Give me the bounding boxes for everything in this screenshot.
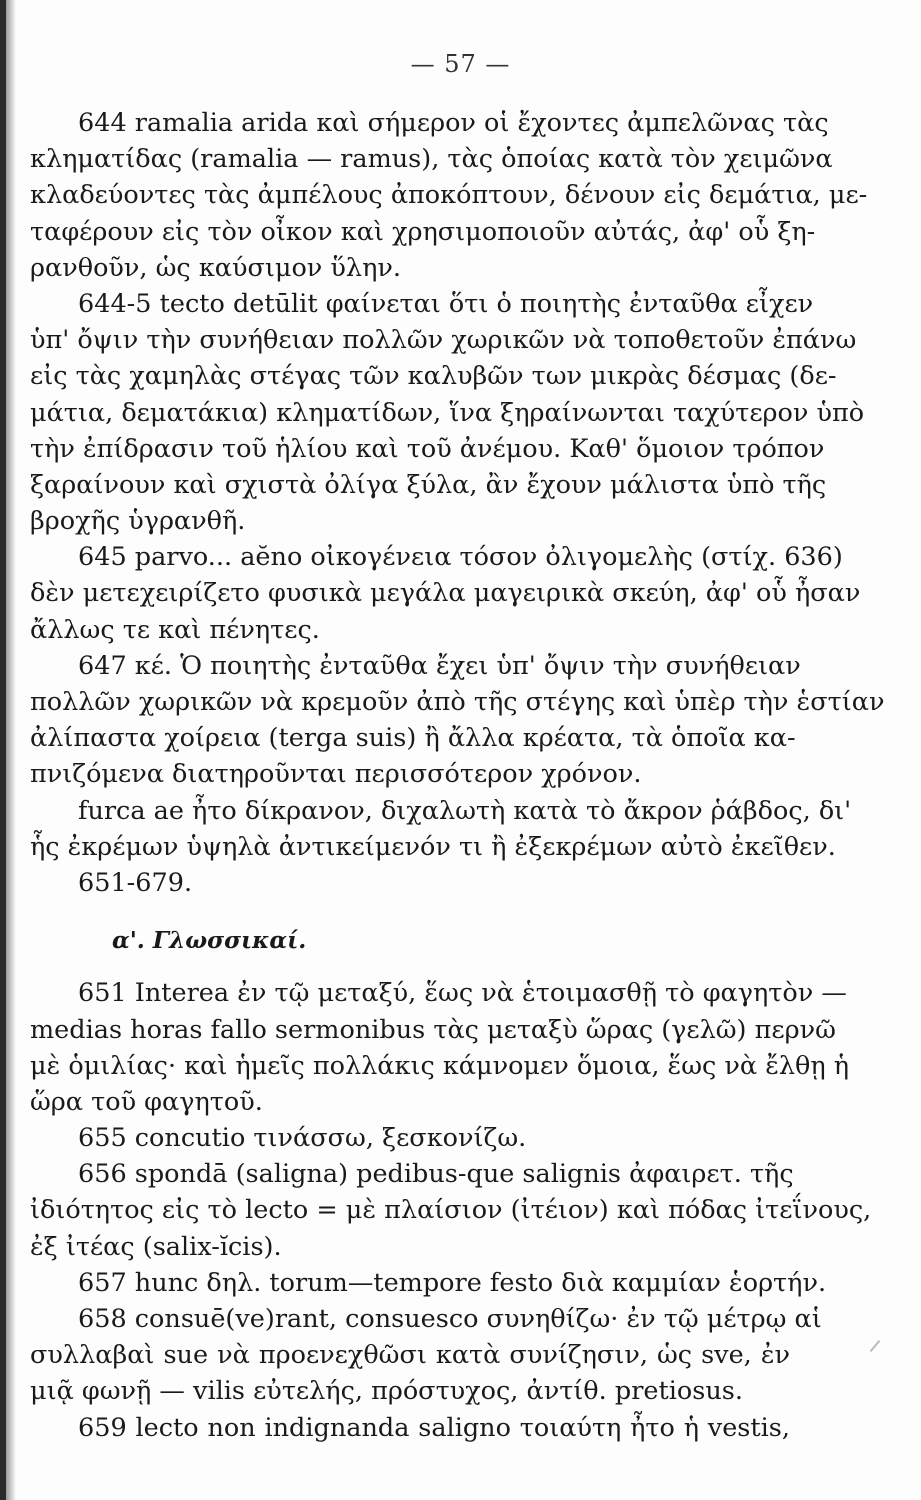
text-line: συλλαβαὶ sue νὰ προενεχθῶσι κατὰ συνίζησιν, ὡς sve, ἐν (30, 1340, 790, 1371)
text-line: 644 ramalia arida καὶ σήμερον οἱ ἔχοντες ἀμπελῶνας τὰς (78, 108, 829, 138)
text-line: ρανθοῦν, ὡς καύσιμον ὕλην. (30, 252, 401, 283)
text-line: 645 parvo... aĕno οἰκογένεια τόσον ὀλιγομελὴς (στίχ. 636) (78, 542, 843, 573)
text-line: ὥρα τοῦ φαγητοῦ. (30, 1086, 263, 1117)
text-line: ξαραίνουν καὶ σχιστὰ ὀλίγα ξύλα, ἂν ἔχουν μάλιστα ὑπὸ τῆς (30, 469, 827, 500)
text-line: κλαδεύοντες τὰς ἀμπέλους ἀποκόπτουν, δένουν εἰς δεμάτια, με- (30, 180, 868, 211)
text-line: βροχῆς ὑγρανθῆ. (30, 506, 246, 537)
text-line: δὲν μετεχειρίζετο φυσικὰ μεγάλα μαγειρικὰ σκεύη, ἀφ' οὗ ἦσαν (30, 578, 861, 609)
text-line: τὴν ἐπίδρασιν τοῦ ἡλίου καὶ τοῦ ἀνέμου. Καθ' ὅμοιον τρόπον (30, 433, 825, 464)
text-line: 656 spondā (saligna) pedibus-que salignis ἀφαιρετ. τῆς (78, 1159, 794, 1190)
text-line: μὲ ὁμιλίας· καὶ ἡμεῖς πολλάκις κάμνομεν ὅμοια, ἕως νὰ ἔλθῃ ἡ (30, 1050, 850, 1081)
text-line: ἐξ ἰτέας (salix-ĭcis). (30, 1231, 282, 1262)
text-line: κληματίδας (ramalia — ramus), τὰς ὁποίας κατὰ τὸν χειμῶνα (30, 144, 833, 175)
text-line: 644-5 tecto detūlit φαίνεται ὅτι ὁ ποιητὴς ἐνταῦθα εἶχεν (78, 288, 814, 319)
text-line: ἀλίπαστα χοίρεια (terga suis) ἢ ἄλλα κρέατα, τὰ ὁποῖα κα- (30, 723, 796, 754)
text-line: ἄλλως τε καὶ πένητες. (30, 614, 320, 645)
text-line: πολλῶν χωρικῶν νὰ κρεμοῦν ἀπὸ τῆς στέγης καὶ ὑπὲρ τὴν ἑστίαν (30, 687, 885, 717)
text-line: ὑπ' ὄψιν τὴν συνήθειαν πολλῶν χωρικῶν νὰ τοποθετοῦν ἐπάνω (30, 325, 857, 356)
text-line: 651-679. (78, 867, 193, 898)
text-line: furca ae ἦτο δίκρανον, διχαλωτὴ κατὰ τὸ ἄκρον ῥάβδος, δι' (78, 795, 852, 826)
text-line: 655 concutio τινάσσω, ξεσκονίζω. (78, 1123, 527, 1154)
text-line: 658 consuē(ve)rant, consuesco συνηθίζω· ἐν τῷ μέτρῳ αἱ (78, 1304, 822, 1334)
page-binding-shadow (6, 0, 16, 1500)
text-line: 651 Interea ἐν τῷ μεταξύ, ἕως νὰ ἑτοιμασθῇ τὸ φαγητὸν — (78, 978, 847, 1009)
text-line: μιᾷ φωνῇ — vilis εὐτελής, πρόστυχος, ἀντίθ. pretiosus. (30, 1376, 743, 1407)
commentary-notes-bottom (30, 975, 872, 1445)
section-heading: α'. Γλωσσικαί. (112, 927, 307, 955)
text-line: 657 hunc δηλ. torum—tempore festo διὰ καμμίαν ἑορτήν. (78, 1267, 827, 1298)
text-line: ταφέρουν εἰς τὸν οἶκον καὶ χρησιμοποιοῦν αὐτάς, ἀφ' οὗ ξη- (30, 216, 816, 247)
commentary-text (30, 105, 885, 1446)
commentary-notes-top (30, 105, 885, 901)
text-line: μάτια, δεματάκια) κληματίδων, ἵνα ξηραίνωνται ταχύτερον ὑπὸ (30, 397, 865, 428)
stray-pencil-mark (870, 1340, 881, 1352)
text-line: ἧς ἐκρέμων ὑψηλὰ ἀντικείμενόν τι ἢ ἐξεκρέμων αὐτὸ ἐκεῖθεν. (30, 831, 836, 862)
page-number: — 57 — (410, 50, 511, 78)
text-line: 659 lecto non indignanda saligno τοιαύτη ἦτο ἡ vestis, (78, 1412, 790, 1443)
text-line: πνιζόμενα διατηροῦνται περισσότερον χρόνον. (30, 759, 642, 790)
text-line: ἰδιότητος εἰς τὸ lecto = μὲ πλαίσιον (ἰτέιον) καὶ πόδας ἰτεΐνους, (30, 1195, 872, 1226)
text-line: medias horas fallo sermonibus τὰς μεταξὺ ὥρας (γελῶ) περνῶ (30, 1014, 836, 1045)
text-line: εἰς τὰς χαμηλὰς στέγας τῶν καλυβῶν των μικρὰς δέσμας (δε- (30, 361, 837, 392)
text-line: 647 κέ. Ὁ ποιητὴς ἐνταῦθα ἔχει ὑπ' ὄψιν τὴν συνήθειαν (78, 650, 801, 681)
